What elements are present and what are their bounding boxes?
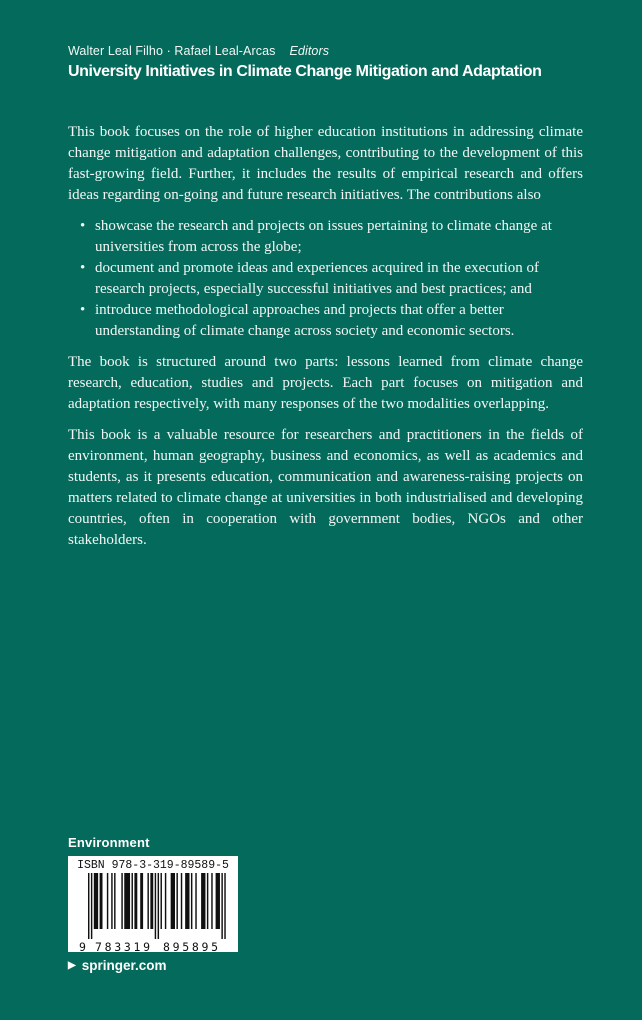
bullet-icon: • <box>80 302 86 318</box>
contributions-list <box>68 216 583 342</box>
barcode-bars <box>88 873 226 939</box>
intro-paragraph: This book focuses on the role of higher education institutions in addressing climate change mitigation and adaptation challenges, contributing to the development of this fast-growing field. Further, it includes the results of empirical research and offers ideas regarding on-going and future research initiatives. The contributions also <box>68 124 583 203</box>
isbn-barcode-box <box>68 856 238 952</box>
list-item-text: document and promote ideas and experiences acquired in the execution of research projects, especially successful initiatives and best practices; and <box>95 260 539 297</box>
synopsis-text <box>68 122 583 561</box>
list-item <box>68 258 583 300</box>
structure-paragraph: The book is structured around two parts: lessons learned from climate change research, education, studies and projects. Each part focuses on mitigation and adaptation respectively, with many responses of the two modalities overlapping. <box>68 354 583 412</box>
list-item-text: introduce methodological approaches and projects that offer a better understanding of climate change across society and economic sectors. <box>95 302 515 339</box>
publisher-line <box>68 958 368 973</box>
editors-line <box>68 44 616 58</box>
editors-names: Walter Leal Filho · Rafael Leal-Arcas <box>68 44 276 58</box>
editors-role-label: Editors <box>289 44 330 58</box>
play-arrow-icon: ▶ <box>68 959 76 971</box>
ean-digit-first: 9 <box>79 940 86 953</box>
publisher-url: springer.com <box>81 958 167 973</box>
ean13-barcode <box>78 873 228 953</box>
list-item <box>68 216 583 258</box>
ean-digit-group1: 783319 <box>95 940 150 953</box>
category-label: Environment <box>68 835 150 850</box>
bullet-icon: • <box>80 218 86 234</box>
isbn-number: ISBN 978-3-319-89589-5 <box>77 859 229 872</box>
book-title: University Initiatives in Climate Change Mitigation and Adaptation <box>68 63 542 80</box>
ean-digit-group2: 895895 <box>163 940 218 953</box>
list-item-text: showcase the research and projects on issues pertaining to climate change at universities from across the globe; <box>95 218 552 255</box>
audience-paragraph: This book is a valuable resource for researchers and practitioners in the fields of environment, human geography, business and economics, as well as academics and students, as it presents education, communication and awareness-raising projects on matters related to climate change at universities in both industrialised and developing countries, often in cooperation with government bodies, NGOs and other stakeholders. <box>68 427 583 548</box>
cover-footer <box>68 835 368 973</box>
list-item <box>68 300 583 342</box>
cover-header <box>68 44 616 81</box>
bullet-icon: • <box>80 260 86 276</box>
